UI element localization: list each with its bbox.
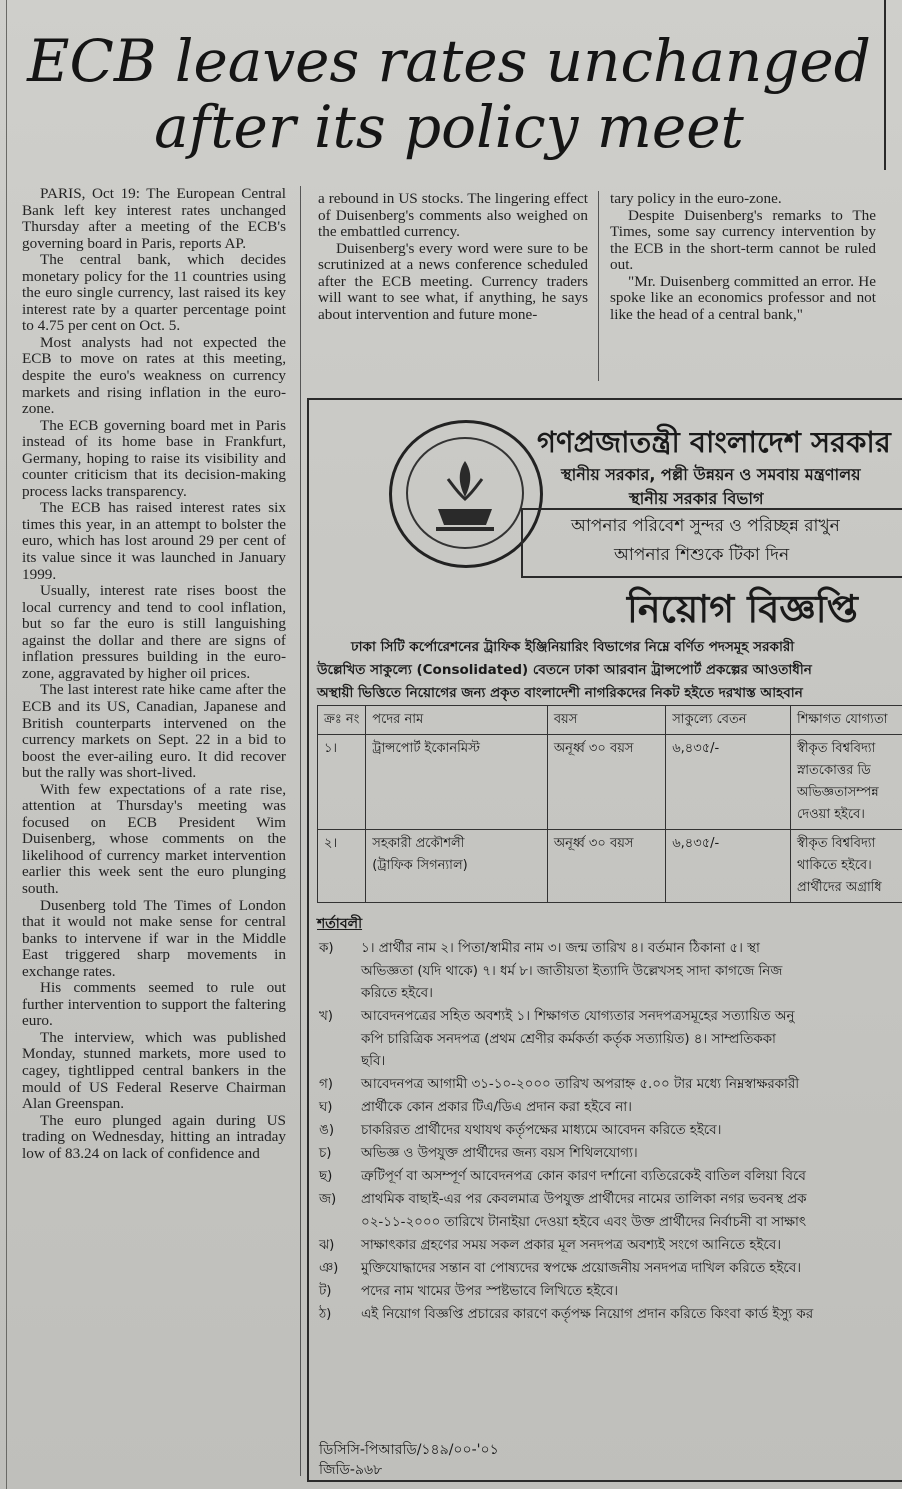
condition-mark: ট) <box>319 1284 332 1299</box>
table-row <box>318 830 902 903</box>
condition-text: এই নিয়োগ বিজ্ঞপ্তি প্রচারের কারণে কর্তৃপক্ষ নিয়োগ প্রদান করিতে কিংবা কার্ড ইস্যু কর <box>361 1307 814 1322</box>
paragraph: Usually, interest rate rises boost the local currency and tend to cool inflation, but so far the euro is still languishing against the dollar and there are signs of inflation pressures building in the euro-zone, aggravated by higher oil prices. <box>22 582 286 682</box>
article-column-2 <box>318 191 588 323</box>
division-name: স্থানীয় সরকার বিভাগ <box>629 489 764 508</box>
right-column-rule <box>884 0 886 170</box>
seal-inner-ring <box>406 437 524 549</box>
header-cell: ক্রঃ নং <box>318 706 366 735</box>
table-cell: স্বীকৃত বিশ্ববিদ্যা স্নাতকোত্তর ডি অভিজ্ঞতাসম্পন্ন দেওয়া হইবে। <box>791 735 902 830</box>
condition-text: সাক্ষাৎকার গ্রহণের সময় সকল প্রকার মূল সনদপত্র অবশ্যই সংগে আনিতে হইবে। <box>361 1238 781 1253</box>
condition-text: প্রাথমিক বাছাই-এর পর কেবলমাত্র উপযুক্ত প্রার্থীদের নামের তালিকা নগর ভবনস্থ প্রক ০২-১১-২০০০ তারিখে টানাইয়া দেওয়া হইবে এবং উক্ত প্রার্থীদের নির্বাচনী বা সাক্ষাৎ <box>361 1192 807 1230</box>
intro-line-1: ঢাকা সিটি কর্পোরেশনের ট্রাফিক ইঞ্জিনিয়ারিং বিভাগের নিম্নে বর্ণিত পদসমূহ সরকারী <box>351 639 795 655</box>
paragraph: Duisenberg's every word were sure to be scrutinized at a news conference scheduled after the ECB meeting. Currency traders will want to see what, if anything, he says about intervention and future mone- <box>318 239 588 323</box>
headline-line-2: after its policy meet <box>154 93 744 161</box>
table-cell: ২। <box>318 830 366 903</box>
condition-mark: চ) <box>319 1146 332 1161</box>
condition-mark: ঘ) <box>319 1100 333 1115</box>
table-cell: ৬,৪৩৫/- <box>666 830 791 903</box>
column-divider <box>300 186 301 1476</box>
condition-mark: খ) <box>319 1009 334 1024</box>
intro-line-2: উল্লেখিত সাকুল্যে (Consolidated) বেতনে ঢাকা আরবান ট্রান্সপোর্ট প্রকল্পের আওতাধীন <box>317 662 812 678</box>
paragraph: The interview, which was published Monday, stunned markets, more used to cagey, tightlipped central bankers in the mould of US Federal Reserve Chairman Alan Greenspan. <box>22 1028 286 1113</box>
condition-text: চাকরিরত প্রার্থীদের যথাযথ কর্তৃপক্ষের মাধ্যমে আবেদন করিতে হইবে। <box>361 1123 722 1138</box>
paragraph: Most analysts had not expected the ECB to move on rates at this meeting, despite the euro's weakness on currency markets and rising inflation in the euro-zone. <box>22 333 286 418</box>
header-cell: বয়স <box>547 706 665 735</box>
posts-table <box>317 705 902 903</box>
condition-text: মুক্তিযোদ্ধাদের সন্তান বা পোষ্যদের স্বপক্ষে প্রয়োজনীয় সনদপত্র দাখিল করিতে হইবে। <box>361 1261 802 1276</box>
slogan-line-1: আপনার পরিবেশ সুন্দর ও পরিচ্ছন্ন রাখুন <box>571 516 840 536</box>
condition-mark: জ) <box>319 1192 337 1207</box>
paragraph: The euro plunged again during US trading on Wednesday, hitting an intraday low of 83.24 on lack of confidence and <box>22 1111 286 1162</box>
table-cell: সহকারী প্রকৌশলী (ট্রাফিক সিগন্যাল) <box>366 830 548 903</box>
condition-mark: ঠ) <box>319 1307 332 1322</box>
condition-mark: ঝ) <box>319 1238 335 1253</box>
header-cell: সাকুল্যে বেতন <box>666 706 791 735</box>
header-cell: পদের নাম <box>366 706 548 735</box>
table-header-row <box>318 706 902 735</box>
condition-mark: ঙ) <box>319 1123 335 1138</box>
paragraph: "Mr. Duisenberg committed an error. He spoke like an economics professor and not like the head of a central bank," <box>610 272 876 323</box>
condition-text: আবেদনপত্রের সহিত অবশ্যই ১। শিক্ষাগত যোগ্যতার সনদপত্রসমূহের সত্যায়িত অনু কপি চারিত্রিক সনদপত্র (প্রথম শ্রেণীর কর্মকর্তা কর্তৃক সত্যায়িত) ৪। সাম্প্রতিককা ছবি। <box>361 1009 795 1069</box>
reference-number: ডিসিসি-পিআরডি/১৪৯/০০-'০১ <box>319 1442 499 1458</box>
ministry-name: স্থানীয় সরকার, পল্লী উন্নয়ন ও সমবায় মন্ত্রণালয় <box>561 465 861 484</box>
table-row <box>318 735 902 830</box>
government-seal-icon <box>389 420 543 568</box>
condition-mark: গ) <box>319 1077 334 1092</box>
paragraph: His comments seemed to rule out further intervention to support the faltering euro. <box>22 979 286 1030</box>
condition-text: অভিজ্ঞ ও উপযুক্ত প্রার্থীদের জন্য বয়স শিথিলযোগ্য। <box>361 1146 638 1161</box>
table-cell: ৬,৪৩৫/- <box>666 735 791 830</box>
paragraph: The ECB governing board met in Paris instead of its home base in Frankfurt, Germany, hoping to raise its visibility and counter criticism that its decision-making process lacks transparency. <box>22 416 286 500</box>
seal-emblem-icon <box>408 439 522 547</box>
paragraph: The ECB has raised interest rates six times this year, in an attempt to bolster the euro, which has lost around 29 per cent of its value since it was launched in January 1999. <box>22 499 286 583</box>
job-advertisement <box>307 398 902 1482</box>
condition-text: ত্রুটিপূর্ণ বা অসম্পূর্ণ আবেদনপত্র কোন কারণ দর্শানো ব্যতিরেকেই বাতিল বলিয়া বিবে <box>361 1169 806 1184</box>
condition-mark: ঞ) <box>319 1261 339 1276</box>
paragraph: PARIS, Oct 19: The European Central Bank left key interest rates unchanged Thursday after a meeting of the ECB's governing board in Paris, reports AP. <box>22 185 286 252</box>
conditions-title: শর্তাবলী <box>317 916 363 932</box>
header-cell: শিক্ষাগত যোগ্যতা <box>791 706 902 735</box>
table-cell: অনূর্ধ্ব ৩০ বয়স <box>547 735 665 830</box>
paragraph: Despite Duisenberg's remarks to The Times, some say currency intervention by the ECB in the short-term cannot be ruled out. <box>610 206 876 274</box>
notice-title: নিয়োগ বিজ্ঞপ্তি <box>627 587 858 631</box>
table-cell: স্বীকৃত বিশ্ববিদ্যা থাকিতে হইবে। প্রার্থীদের অগ্রাধি <box>791 830 902 903</box>
condition-text: পদের নাম খামের উপর স্পষ্টভাবে লিখিতে হইবে। <box>361 1284 619 1299</box>
table-cell: ১। <box>318 735 366 830</box>
paragraph: With few expectations of a rate rise, attention at Thursday's meeting was focused on ECB President Wim Duisenberg, whose comments on the likelihood of currency market intervention earlier this week sent the euro plunging south. <box>22 780 286 897</box>
column-divider <box>598 191 599 381</box>
article-column-1 <box>22 186 286 1162</box>
condition-text: প্রার্থীকে কোন প্রকার টিএ/ডিএ প্রদান করা হইবে না। <box>361 1100 632 1115</box>
condition-mark: ক) <box>319 941 334 956</box>
paragraph: Dusenberg told The Times of London that it would not make sense for central banks to intervene if war in the Middle East triggered sharp movements in exchange rates. <box>22 896 286 980</box>
paragraph: The central bank, which decides monetary policy for the 11 countries using the euro single currency, last raised its key interest rate by a quarter percentage point to 4.75 per cent on Oct. 5. <box>22 251 286 335</box>
paragraph: The last interest rate hike came after the ECB and its US, Canadian, Japanese and British counterparts intervened on the currency markets on Sept. 22 in a bid to boost the ever-ailing euro. It did recover but the rally was short-lived. <box>22 681 286 782</box>
paragraph: tary policy in the euro-zone. <box>610 190 782 207</box>
table-cell: অনূর্ধ্ব ৩০ বয়স <box>547 830 665 903</box>
headline <box>14 28 884 160</box>
slogan-line-2: আপনার শিশুকে টিকা দিন <box>614 545 790 565</box>
condition-mark: ছ) <box>319 1169 333 1184</box>
government-title: গণপ্রজাতন্ত্রী বাংলাদেশ সরকার <box>537 425 891 459</box>
gd-number: জিডি-৯৬৮ <box>319 1462 383 1478</box>
condition-text: আবেদনপত্র আগামী ৩১-১০-২০০০ তারিখ অপরাহ্ন ৫.০০ টার মধ্যে নিম্নস্বাক্ষরকারী <box>361 1077 800 1092</box>
headline-line-1: ECB leaves rates unchanged <box>27 27 871 95</box>
left-edge-rule <box>6 0 7 1489</box>
condition-text: ১। প্রার্থীর নাম ২। পিতা/স্বামীর নাম ৩। জন্ম তারিখ ৪। বর্তমান ঠিকানা ৫। স্থা অভিজ্ঞতা (যদি থাকে) ৭। ধর্ম ৮। জাতীয়তা ইত্যাদি উল্লেখসহ সাদা কাগজে নিজ করিতে হইবে। <box>361 941 783 1001</box>
article-column-3 <box>610 191 876 323</box>
paragraph: a rebound in US stocks. The lingering effect of Duisenberg's comments also weighed on the embattled currency. <box>318 190 588 241</box>
intro-line-3: অস্থায়ী ভিত্তিতে নিয়োগের জন্য প্রকৃত বাংলাদেশী নাগরিকদের নিকট হইতে দরখাস্ত আহবান <box>317 685 803 701</box>
table-cell: ট্রান্সপোর্ট ইকোনমিস্ট <box>366 735 548 830</box>
